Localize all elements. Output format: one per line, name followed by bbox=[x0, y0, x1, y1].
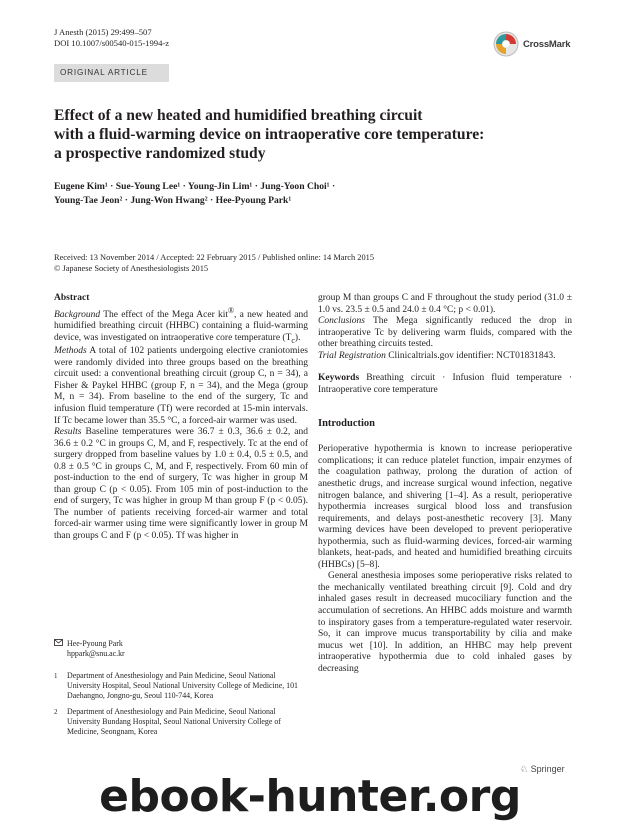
results-continued: group M than groups C and F throughout the study period (31.0 ± 1.0 vs. 23.5 ± 0.5 and 24.0 ± 0.4 °C; p < 0.01). bbox=[318, 293, 572, 315]
abstract-results bbox=[54, 427, 308, 542]
affiliation-1-text: Department of Anesthesiology and Pain Medicine, Seoul National University Hospital, Seoul National University College of Medicine, 101 Daehangno, Jongno-gu, Seoul 110-744, Korea bbox=[67, 671, 298, 700]
article-type-badge: ORIGINAL ARTICLE bbox=[54, 64, 169, 82]
journal-citation: J Anesth (2015) 29:499–507 bbox=[54, 27, 152, 37]
corresponding-name: Hee-Pyoung Park bbox=[67, 639, 123, 648]
abstract-background bbox=[54, 305, 308, 347]
temperature-subscript: c bbox=[291, 335, 295, 345]
conclusions-label: Conclusions bbox=[318, 316, 365, 327]
introduction-paragraph-1: Perioperative hypothermia is known to increase perioperative complications; it can reduce platelet function, impair enzymes of the coagulation pathway, prolong the duration of action of anesthetic drugs, and increase surgical wound infection, negative nitrogen balance, and shivering [1–4]. As a result, perioperative hypothermia increases surgical blood loss and transfusion requirements, and delays post-anesthetic recovery [3]. Many warming devices have been developed to prevent perioperative hypothermia, such as fluid-warming devices, forced-air warming blankets, heat-pads, and heated and humidified breathing circuits (HHBCs) [5–8]. bbox=[318, 444, 572, 570]
affiliation-2 bbox=[54, 707, 310, 737]
conclusions-text: The Mega significantly reduced the drop in intraoperative Tc by delivering warm fluids, compared with the other breathing circuits tested. bbox=[318, 316, 572, 350]
trial-text: Clinicaltrials.gov identifier: NCT01831843. bbox=[388, 350, 556, 361]
title-line-3: a prospective randomized study bbox=[54, 145, 266, 162]
title-line-1: Effect of a new heated and humidified breathing circuit bbox=[54, 107, 423, 124]
right-column bbox=[318, 293, 572, 675]
affiliation-1-mark: 1 bbox=[54, 672, 58, 680]
watermark: ebook-hunter.org bbox=[99, 771, 521, 822]
abstract-methods bbox=[54, 346, 308, 427]
methods-text: A total of 102 patients undergoing elective craniotomies were randomly divided into three groups based on the breathing circuit used: a conventional breathing circuit (group C, n = 34), a Fisher & Paykel HHBC (group F, n = 34), and the Mega (group M, n = 34). From baseline to the end of the surgery, Tc and infusion fluid temperature (Tf) were recorded at 15-min intervals. If Tc became lower than 35.5 °C, a forced-air warmer was used. bbox=[54, 346, 308, 426]
article-history bbox=[54, 252, 574, 274]
affiliation-2-text: Department of Anesthesiology and Pain Medicine, Seoul National University Bundang Hospital, Seoul National University College of Medicine, Seongnam, Korea bbox=[67, 707, 281, 736]
article-title bbox=[54, 106, 574, 163]
background-label: Background bbox=[54, 309, 101, 320]
envelope-icon bbox=[54, 639, 63, 646]
authors-line-1: Eugene Kim¹ · Sue-Young Lee¹ · Young-Jin Lim¹ · Jung-Yoon Choi¹ · bbox=[54, 181, 336, 192]
registered-mark: ® bbox=[228, 305, 235, 315]
doi-line: DOI 10.1007/s00540-015-1994-z bbox=[54, 38, 170, 48]
springer-horse-icon: ♘ bbox=[520, 764, 529, 774]
footnotes bbox=[54, 639, 310, 743]
introduction-paragraph-2: General anesthesia imposes some perioperative risks related to the mechanically ventilated breathing circuit [9]. Cold and dry inhaled gases result in decreased mucociliary function and the accumulation of secretions. An HHBC adds moisture and warmth to inspiratory gases from a temperature-regulated water reservoir. So, it can improve mucus transportability by cilia and make mucus wet [10]. In addition, an HHBC may help prevent intraoperative hypothermia due to cold inhaled gases by decreasing bbox=[318, 571, 572, 674]
author-list bbox=[54, 180, 574, 208]
abstract-conclusions bbox=[318, 316, 572, 351]
background-text-start: The effect of the Mega Acer kit bbox=[103, 309, 229, 320]
corresponding-author bbox=[54, 639, 310, 659]
background-text-end: ). bbox=[294, 332, 301, 343]
journal-reference bbox=[54, 27, 169, 49]
crossmark-badge[interactable] bbox=[493, 31, 583, 57]
results-label: Results bbox=[54, 427, 82, 438]
results-text: Baseline temperatures were 36.7 ± 0.3, 36.6 ± 0.2, and 36.6 ± 0.2 °C in groups C, M, and F, respectively. Tc at the end of surgery dropped from baseline values by 1.0 ± 0.4, 0.5 ± 0.5, and 0.8 ± 0.5 °C in groups C, M, and F, respectively. From 60 min of post-induction to the end of surgery, Tc was higher in group M than group C (p < 0.05). From 105 min of post-induction to the end of surgery, Tc was higher in group M than group F (p < 0.05). The number of patients receiving forced-air warmer and total forced-air warmer using time were significantly lower in group M than groups C and F (p < 0.05). Tf was higher in bbox=[54, 427, 309, 541]
trial-registration bbox=[318, 351, 572, 363]
history-dates: Received: 13 November 2014 / Accepted: 22 February 2015 / Published online: 14 March 2015 bbox=[54, 253, 375, 262]
keywords bbox=[318, 373, 572, 396]
copyright-line: © Japanese Society of Anesthesiologists 2015 bbox=[54, 264, 209, 273]
background-text-middle: , a new heated and humidified breathing circuit (HHBC) containing a fluid-warming device, was investigated on intraoperative core temperature (T bbox=[54, 309, 308, 343]
keywords-text: Breathing circuit · Infusion fluid temperature · Intraoperative core temperature bbox=[318, 373, 573, 395]
crossmark-icon bbox=[493, 31, 519, 57]
introduction-heading: Introduction bbox=[318, 418, 375, 430]
affiliation-1 bbox=[54, 671, 310, 701]
left-column bbox=[54, 293, 308, 543]
authors-line-2: Young-Tae Jeon² · Jung-Won Hwang² · Hee-Pyoung Park¹ bbox=[54, 195, 292, 206]
publisher-name: Springer bbox=[530, 764, 565, 774]
abstract-heading: Abstract bbox=[54, 293, 90, 303]
crossmark-label: CrossMark bbox=[523, 39, 571, 50]
title-line-2: with a fluid-warming device on intraoperative core temperature: bbox=[54, 126, 485, 143]
keywords-label: Keywords bbox=[318, 373, 360, 384]
affiliation-2-mark: 2 bbox=[54, 708, 58, 716]
trial-label: Trial Registration bbox=[318, 350, 386, 361]
methods-label: Methods bbox=[54, 346, 87, 357]
corresponding-email[interactable]: hppark@snu.ac.kr bbox=[67, 649, 125, 658]
